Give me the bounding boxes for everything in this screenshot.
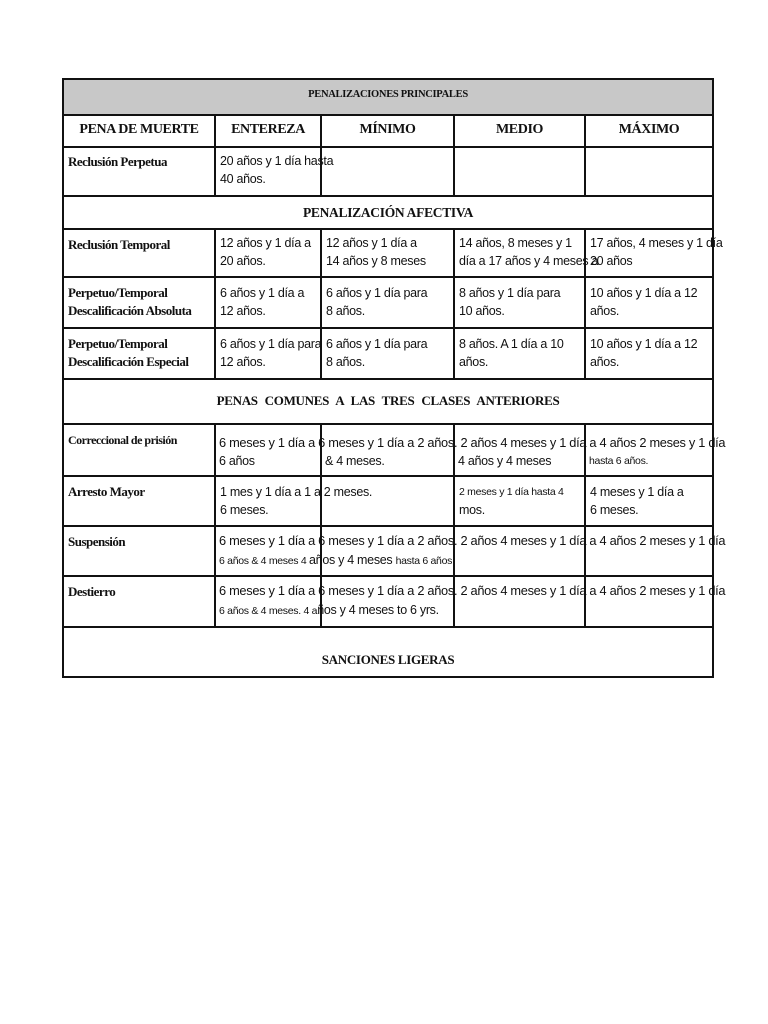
cell-line: 10 años y 1 día a 12 (590, 337, 698, 351)
cell-line: 14 años y 8 meses (326, 254, 426, 268)
row-label: Suspensión (68, 534, 126, 549)
row-label-line: Descalificación Absoluta (68, 303, 192, 318)
overflow-line (219, 601, 439, 620)
cell-line: años. (459, 355, 489, 369)
cell-line: 12 años y 1 día a (326, 236, 417, 250)
cell-medio (453, 230, 599, 276)
cell-line: 8 años. (326, 355, 365, 369)
row-descalificacion-especial (64, 329, 712, 380)
cell-line: 8 años. A 1 día a 10 (459, 337, 564, 351)
row-descalificacion-absoluta (64, 278, 712, 329)
cell-fragment: años y 4 meses (309, 553, 396, 567)
row-reclusion-perpetua (64, 148, 712, 197)
cell-entereza (214, 278, 320, 327)
cell-line: 12 años y 1 día a (220, 236, 311, 250)
cell-line: día a 17 años y 4 meses a (459, 254, 599, 268)
cell-line: 6 meses. (590, 503, 639, 517)
cell-minimo (320, 148, 453, 195)
cell-entereza (214, 230, 320, 276)
row-label: Reclusión Perpetua (68, 154, 167, 169)
cell-line: 10 años. (459, 304, 505, 318)
cell-line: 20 años. (220, 254, 266, 268)
row-label: Correccional de prisión (68, 433, 177, 447)
cell-line: 8 años y 1 día para (459, 286, 561, 300)
row-label-line: Perpetuo/Temporal (68, 336, 168, 351)
cell-line: 1 mes y 1 día a 1 a 2 meses. (220, 485, 373, 499)
cell-maximo (584, 278, 712, 327)
header-minimo: MÍNIMO (320, 116, 453, 146)
cell-line: & 4 meses. (325, 454, 385, 468)
cell-line: 2 meses y 1 día hasta 4 (459, 486, 564, 498)
cell-medio (453, 148, 584, 195)
cell-line: 6 meses. (220, 503, 269, 517)
cell-maximo (584, 230, 723, 276)
header-maximo: MÁXIMO (584, 116, 712, 146)
cell-line: mos. (459, 503, 485, 517)
header-row (64, 116, 712, 148)
cell-line: 20 años (590, 254, 633, 268)
row-destierro (64, 577, 726, 628)
cell-medio (453, 477, 584, 525)
row-label (64, 329, 214, 378)
cell-line: 14 años, 8 meses y 1 (459, 236, 572, 250)
cell-line: 12 años. (220, 355, 266, 369)
table-title: PENALIZACIONES PRINCIPALES (308, 89, 468, 100)
overflow-line: 6 meses y 1 día a 6 meses y 1 día a 2 años. 2 años 4 meses y 1 día a 4 años 2 meses y 1 día (219, 435, 726, 450)
row-label-line: Descalificación Especial (68, 354, 189, 369)
header-entereza: ENTEREZA (214, 116, 320, 146)
section-title: PENALIZACIÓN AFECTIVA (302, 205, 474, 220)
cell-maximo (584, 329, 712, 378)
cell-line: 20 años y 1 día hasta (220, 154, 334, 168)
cell-line: años. (590, 304, 620, 318)
cell-entereza (214, 148, 334, 195)
cell-maximo (584, 477, 712, 525)
cell-line: hasta 6 años. (589, 455, 649, 467)
row-suspension (64, 527, 726, 577)
cell-line: 6 años y 1 día para (326, 337, 428, 351)
penalties-table (62, 78, 726, 678)
overflow-line: 6 meses y 1 día a 6 meses y 1 día a 2 años. 2 años 4 meses y 1 día a 4 años 2 meses y 1 día (219, 533, 726, 548)
table-title-row (64, 80, 712, 116)
cell-line: 6 años y 1 día para (220, 337, 322, 351)
cell-line: 12 años. (220, 304, 266, 318)
section-row-ligeras (64, 628, 712, 676)
cell-minimo (320, 477, 453, 525)
cell-line: 4 meses y 1 día a (590, 485, 684, 499)
cell-minimo (320, 329, 453, 378)
section-row-afectiva (64, 197, 712, 230)
header-pena-de-muerte: PENA DE MUERTE (79, 122, 199, 137)
row-label: Destierro (68, 584, 116, 599)
cell-line: 6 años y 1 día para (326, 286, 428, 300)
cell-line: 10 años y 1 día a 12 (590, 286, 698, 300)
row-correccional-de-prision (64, 425, 726, 477)
section-title: SANCIONES LIGERAS (321, 652, 455, 667)
row-arresto-mayor (64, 477, 712, 527)
overflow-line: 6 meses y 1 día a 6 meses y 1 día a 2 años. 2 años 4 meses y 1 día a 4 años 2 meses y 1 día (219, 583, 726, 598)
section-title: PENAS COMUNES A LAS TRES CLASES ANTERIORES (216, 393, 560, 408)
row-reclusion-temporal (64, 230, 723, 278)
cell-line: 8 años. (326, 304, 365, 318)
cell-entereza (214, 477, 373, 525)
row-label: Reclusión Temporal (68, 237, 170, 252)
cell-medio (453, 278, 584, 327)
cell-minimo (320, 278, 453, 327)
cell-entereza (214, 329, 320, 378)
cell-line: 40 años. (220, 172, 266, 186)
cell-line: 4 años y 4 meses (458, 454, 552, 468)
cell-minimo (320, 230, 453, 276)
row-label (64, 278, 214, 327)
row-label-line: Perpetuo/Temporal (68, 285, 168, 300)
row-label: Arresto Mayor (68, 484, 145, 499)
cell-medio (453, 329, 584, 378)
cell-fragment: 6 años & 4 meses. 4 a (219, 605, 318, 617)
section-row-comunes (64, 380, 712, 425)
cell-line: 17 años, 4 meses y 1 día (590, 236, 723, 250)
overflow-line (219, 551, 455, 570)
cell-fragment: hasta 6 años. (395, 555, 455, 567)
cell-line: 6 años y 1 día a (220, 286, 305, 300)
cell-maximo (584, 148, 712, 195)
cell-line: 6 años (219, 454, 255, 468)
cell-fragment: ños y 4 meses to 6 yrs. (317, 603, 439, 617)
cell-line: años. (590, 355, 620, 369)
cell-fragment: 6 años & 4 meses 4 (219, 555, 310, 567)
header-medio: MEDIO (453, 116, 584, 146)
